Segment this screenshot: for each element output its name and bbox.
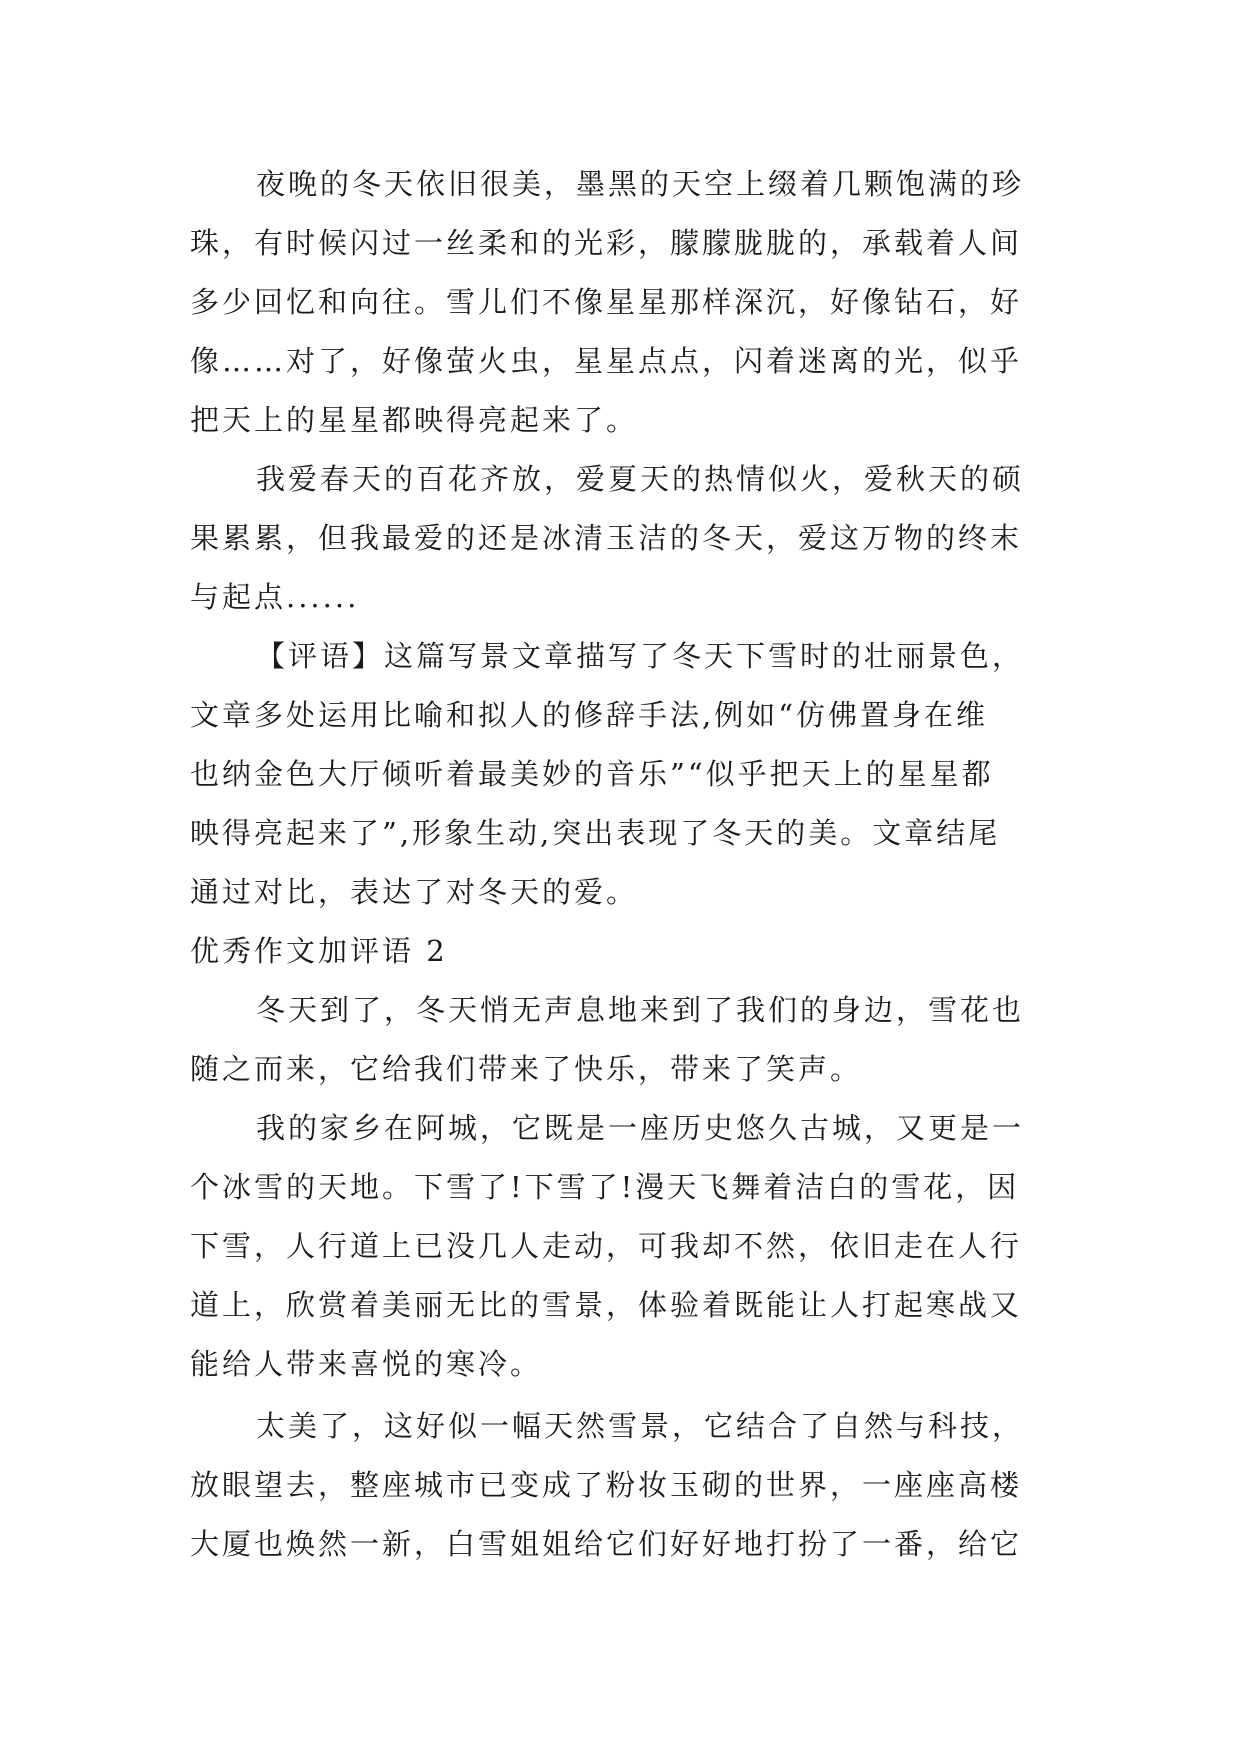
- paragraph-line: 我的家乡在阿城，它既是一座历史悠久古城，又更是一: [256, 1111, 1025, 1145]
- paragraph-line: 也纳金色大厅倾听着最美妙的音乐”“似乎把天上的星星都: [190, 757, 994, 791]
- paragraph: [190, 1397, 1070, 1574]
- paragraph-line: 果累累，但我最爱的还是冰清玉洁的冬天，爱这万物的终末: [190, 521, 1023, 555]
- paragraph-line: 把天上的星星都映得亮起来了。: [190, 403, 639, 437]
- paragraph-line: 文章多处运用比喻和拟人的修辞手法,例如“仿佛置身在维: [190, 698, 989, 732]
- paragraph-line: 道上，欣赏着美丽无比的雪景，体验着既能让人打起寒战又: [190, 1288, 1023, 1322]
- paragraph-line: 个冰雪的天地。下雪了!下雪了!漫天飞舞着洁白的雪花，因: [190, 1170, 1020, 1204]
- paragraph-line: 与起点......: [190, 580, 360, 614]
- paragraph-line: 像……对了，好像萤火虫，星星点点，闪着迷离的光，似乎: [190, 344, 1023, 378]
- paragraph-line: 多少回忆和向往。雪儿们不像星星那样深沉，好像钻石，好: [190, 285, 1023, 319]
- paragraph-line: 夜晚的冬天依旧很美，墨黑的天空上缀着几颗饱满的珍: [256, 167, 1025, 201]
- paragraph-line: 【评语】这篇写景文章描写了冬天下雪时的壮丽景色，: [256, 639, 1025, 673]
- paragraph-line: 通过对比，表达了对冬天的爱。: [190, 875, 639, 909]
- paragraph: [190, 1099, 1070, 1394]
- paragraph-line: 映得亮起来了”,形象生动,突出表现了冬天的美。文章结尾: [190, 816, 1001, 850]
- paragraph: [190, 450, 1070, 627]
- paragraph-line: 冬天到了，冬天悄无声息地来到了我们的身边，雪花也: [256, 993, 1025, 1027]
- paragraph: [190, 155, 1070, 450]
- document-body: [190, 155, 1070, 1574]
- paragraph-line: 珠，有时候闪过一丝柔和的光彩，朦朦胧胧的，承载着人间: [190, 226, 1023, 260]
- paragraph: [190, 981, 1070, 1099]
- section-heading: 优秀作文加评语 2: [190, 934, 448, 968]
- paragraph-line: 我爱春天的百花齐放，爱夏天的热情似火，爱秋天的硕: [256, 462, 1025, 496]
- paragraph-line: 随之而来，它给我们带来了快乐，带来了笑声。: [190, 1052, 863, 1086]
- paragraph-line: 大厦也焕然一新，白雪姐姐给它们好好地打扮了一番，给它: [190, 1527, 1023, 1561]
- commentary-paragraph: [190, 627, 1070, 922]
- paragraph-line: 太美了，这好似一幅天然雪景，它结合了自然与科技，: [256, 1409, 1025, 1443]
- paragraph-line: 能给人带来喜悦的寒冷。: [190, 1347, 543, 1381]
- paragraph-line: 放眼望去，整座城市已变成了粉妆玉砌的世界，一座座高楼: [190, 1468, 1023, 1502]
- paragraph-line: 下雪，人行道上已没几人走动，可我却不然，依旧走在人行: [190, 1229, 1023, 1263]
